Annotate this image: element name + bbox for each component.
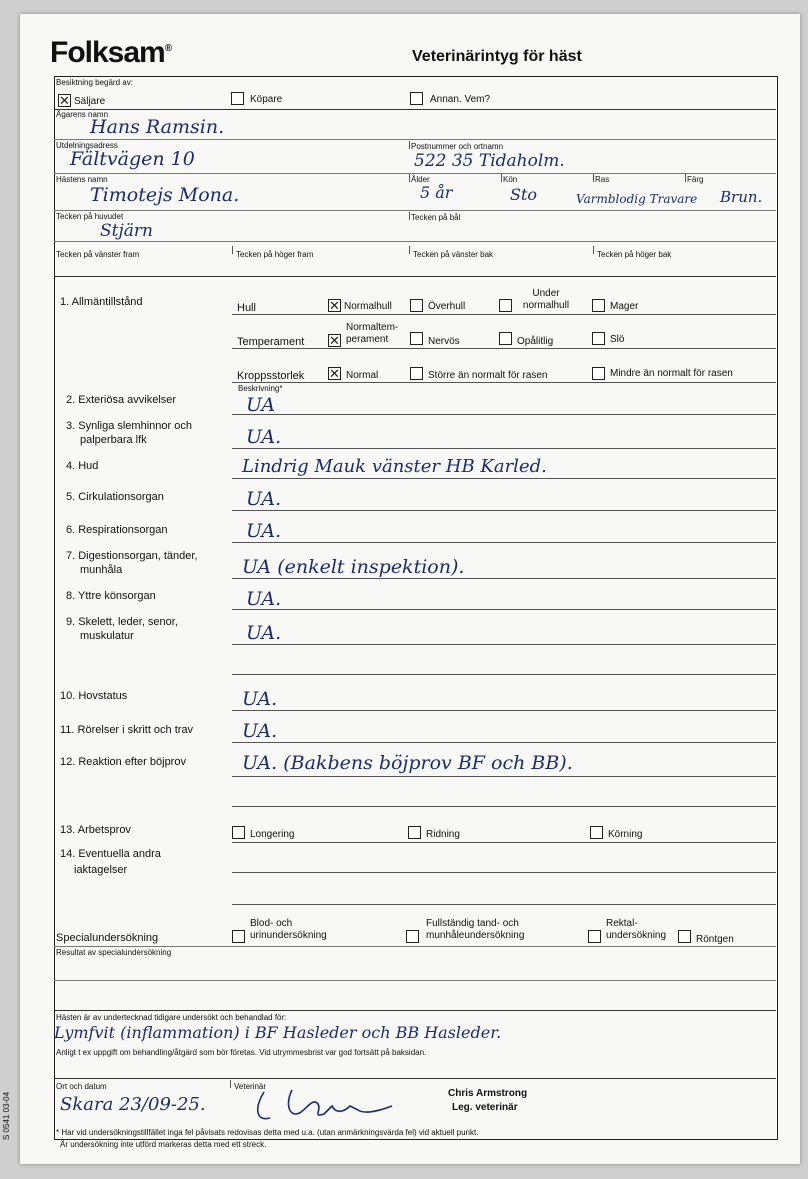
divider xyxy=(54,1010,776,1011)
other-requester-label: Annan. Vem? xyxy=(430,94,491,105)
divider xyxy=(232,644,776,645)
body-size-label: Kroppsstorlek xyxy=(237,370,305,382)
item-value: UA. xyxy=(246,520,282,542)
sex-label: Kön xyxy=(503,175,518,184)
place-date-label: Ort och datum xyxy=(56,1082,107,1091)
age-value: 5 år xyxy=(420,183,453,202)
address-value: Fältvägen 10 xyxy=(70,148,195,170)
temperament-nervous-label: Nervös xyxy=(428,336,460,347)
divider xyxy=(232,314,776,315)
divider xyxy=(232,904,776,905)
breed-value: Varmblodig Travare xyxy=(576,192,698,206)
rectal-label: Rektal- undersökning xyxy=(606,918,667,941)
longeing-checkbox[interactable] xyxy=(232,826,245,839)
item-value: UA. (Bakbens böjprov BF och BB). xyxy=(242,752,573,774)
history-note: Anligt t ex uppgift om behandling/åtgärd som bör företas. Vid utrymmesbrist var god fortsätt på baksidan. xyxy=(56,1048,427,1057)
divider xyxy=(232,674,776,675)
age-label: Ålder xyxy=(411,175,430,184)
divider xyxy=(232,382,776,383)
item-label: 11. Rörelser i skritt och trav xyxy=(60,724,194,736)
divider xyxy=(54,980,776,981)
divider xyxy=(54,210,776,211)
buyer-checkbox[interactable] xyxy=(231,92,244,105)
divider xyxy=(232,872,776,873)
divider xyxy=(54,946,776,947)
work-test-label: 13. Arbetsprov xyxy=(60,824,131,836)
driving-checkbox[interactable] xyxy=(590,826,603,839)
size-larger-label: Större än normalt för rasen xyxy=(428,370,548,381)
postal-label: Postnummer och ortnamn xyxy=(411,142,504,151)
divider xyxy=(232,742,776,743)
size-smaller-label: Mindre än normalt för rasen xyxy=(610,368,733,379)
seller-label: Säljare xyxy=(74,96,106,107)
temperament-sluggish-checkbox[interactable] xyxy=(592,332,605,345)
sex-value: Sto xyxy=(510,185,538,204)
horse-name-value: Timotejs Mona. xyxy=(90,184,240,206)
right-rear-marks-label: Tecken på höger bak xyxy=(597,250,672,259)
xray-label: Röntgen xyxy=(696,934,734,945)
owner-value: Hans Ramsin. xyxy=(90,116,225,138)
form-sheet xyxy=(20,14,800,1164)
breed-label: Ras xyxy=(595,175,610,184)
color-value: Brun. xyxy=(720,188,763,206)
footnote-1: * Har vid undersökningstillfället inga fel påvisats redovisas detta med u.a. (utan anmärkningsvärda fel) vid aktuell punkt. xyxy=(56,1128,479,1137)
item-label: 8. Yttre könsorgan xyxy=(66,590,156,602)
postal-value: 522 35 Tidaholm. xyxy=(414,151,565,171)
item-label-line2: palperbara lfk xyxy=(80,434,147,446)
other-requester-checkbox[interactable] xyxy=(410,92,423,105)
hull-normal-label: Normalhull xyxy=(344,301,392,312)
item-value: UA (enkelt inspektion). xyxy=(242,556,465,578)
special-exam-label: Specialundersökning xyxy=(56,932,159,944)
divider xyxy=(230,1080,231,1088)
body-marks-label: Tecken på bål xyxy=(411,213,461,222)
item-label: 6. Respirationsorgan xyxy=(66,524,168,536)
size-larger-checkbox[interactable] xyxy=(410,367,423,380)
temperament-unreliable-checkbox[interactable] xyxy=(499,332,512,345)
item-label: 4. Hud xyxy=(66,460,99,472)
longeing-label: Longering xyxy=(250,829,295,840)
item-value: UA. xyxy=(246,622,282,644)
vet-signature xyxy=(252,1084,402,1126)
folksam-logo: Folksam® xyxy=(50,36,172,69)
divider xyxy=(54,139,776,140)
item-value: UA. xyxy=(246,426,282,448)
item-label-line2: munhåla xyxy=(80,564,123,576)
buyer-label: Köpare xyxy=(250,94,283,105)
dental-label: Fullständig tand- och munhåleundersökning xyxy=(426,918,525,941)
other-observations-label: 14. Eventuella andra xyxy=(60,848,161,860)
size-normal-label: Normal xyxy=(346,370,379,381)
color-label: Färg xyxy=(687,175,704,184)
item-label: 7. Digestionsorgan, tänder, xyxy=(66,550,198,562)
hull-over-label: Överhull xyxy=(428,301,466,312)
item-label: 9. Skelett, leder, senor, xyxy=(66,616,178,628)
riding-checkbox[interactable] xyxy=(408,826,421,839)
item-label: 2. Exteriösa avvikelser xyxy=(66,394,177,406)
divider xyxy=(232,842,776,843)
item-value: UA. xyxy=(246,588,282,610)
divider xyxy=(232,478,776,479)
item-label: 3. Synliga slemhinnor och xyxy=(66,420,192,432)
blood-urine-label: Blod- och urinundersökning xyxy=(250,918,327,941)
general-condition-label: 1. Allmäntillstånd xyxy=(60,296,143,308)
divider xyxy=(232,448,776,449)
hull-label: Hull xyxy=(237,302,256,314)
head-marks-label: Tecken på huvudet xyxy=(56,212,124,221)
divider xyxy=(409,212,410,220)
size-smaller-checkbox[interactable] xyxy=(592,367,605,380)
temperament-label: Temperament xyxy=(237,336,305,348)
rectal-checkbox[interactable] xyxy=(588,930,601,943)
horse-name-label: Hästens namn xyxy=(56,175,108,184)
divider xyxy=(593,174,594,182)
xray-checkbox[interactable] xyxy=(678,930,691,943)
hull-normal-checkbox[interactable]: ✕ xyxy=(329,298,340,313)
temperament-sluggish-label: Slö xyxy=(610,334,625,345)
temperament-normal-label: Normaltem- perament xyxy=(346,322,399,345)
hull-over-checkbox[interactable] xyxy=(410,299,423,312)
item-value: Lindrig Mauk vänster HB Karled. xyxy=(242,456,547,477)
vet-signature-label: Veterinär xyxy=(234,1082,267,1091)
divider xyxy=(685,174,686,182)
history-value: Lymfvit (inflammation) i BF Hasleder och BB Hasleder. xyxy=(54,1023,502,1042)
vet-title: Leg. veterinär xyxy=(452,1102,518,1113)
divider xyxy=(232,510,776,511)
divider xyxy=(54,241,776,242)
left-rear-marks-label: Tecken på vänster bak xyxy=(413,250,494,259)
divider xyxy=(232,246,233,254)
footnote-2: Är undersökning inte utförd markeras detta med ett streck. xyxy=(60,1140,267,1149)
document-title: Veterinärintyg för häst xyxy=(412,48,582,65)
size-normal-checkbox[interactable]: ✕ xyxy=(329,366,340,381)
divider xyxy=(501,174,502,182)
owner-label: Ägarens namn xyxy=(56,110,109,119)
place-date-value: Skara 23/09-25. xyxy=(60,1094,206,1115)
item-label-line2: muskulatur xyxy=(80,630,134,642)
item-label: 5. Cirkulationsorgan xyxy=(66,491,164,503)
item-value: UA xyxy=(246,394,276,416)
item-value: UA. xyxy=(242,720,278,742)
left-front-marks-label: Tecken på vänster fram xyxy=(56,250,140,259)
divider xyxy=(54,109,776,110)
special-result-label: Resultat av specialundersökning xyxy=(56,948,172,957)
item-label: 12. Reaktion efter böjprov xyxy=(60,756,186,768)
side-form-code: S 0541 03-04 xyxy=(2,1091,11,1140)
divider xyxy=(232,542,776,543)
divider xyxy=(54,1078,776,1079)
right-front-marks-label: Tecken på höger fram xyxy=(236,250,314,259)
divider xyxy=(54,276,776,277)
dental-checkbox[interactable] xyxy=(406,930,419,943)
divider xyxy=(232,806,776,807)
other-observations-label-line2: iaktagelser xyxy=(74,864,128,876)
address-label: Utdelningsadress xyxy=(56,141,118,150)
divider xyxy=(232,776,776,777)
hull-lean-checkbox[interactable] xyxy=(592,299,605,312)
driving-label: Körning xyxy=(608,829,643,840)
divider xyxy=(232,710,776,711)
divider xyxy=(54,173,776,174)
riding-label: Ridning xyxy=(426,829,460,840)
description-label: Beskrivning* xyxy=(238,384,283,393)
divider xyxy=(232,348,776,349)
divider xyxy=(232,609,776,610)
requester-label: Besiktning begärd av: xyxy=(56,78,133,87)
blood-urine-checkbox[interactable] xyxy=(232,930,245,943)
item-value: UA. xyxy=(246,488,282,510)
history-label: Hästen är av undertecknad tidigare undersökt och behandlad för: xyxy=(56,1013,287,1022)
divider xyxy=(409,174,410,182)
divider xyxy=(232,578,776,579)
temperament-nervous-checkbox[interactable] xyxy=(410,332,423,345)
divider xyxy=(409,246,410,254)
temperament-unreliable-label: Opålitlig xyxy=(517,336,554,347)
head-marks-value: Stjärn xyxy=(100,221,153,241)
item-label: 10. Hovstatus xyxy=(60,690,128,702)
hull-under-label: Under normalhull xyxy=(522,288,570,311)
temperament-normal-checkbox[interactable]: ✕ xyxy=(329,333,340,348)
divider xyxy=(232,414,776,415)
vet-name: Chris Armstrong xyxy=(448,1088,528,1099)
hull-under-checkbox[interactable] xyxy=(499,299,512,312)
item-value: UA. xyxy=(242,688,278,710)
divider xyxy=(593,246,594,254)
seller-checkbox[interactable]: ✕ xyxy=(59,93,70,108)
divider xyxy=(409,141,410,149)
hull-lean-label: Mager xyxy=(610,301,639,312)
